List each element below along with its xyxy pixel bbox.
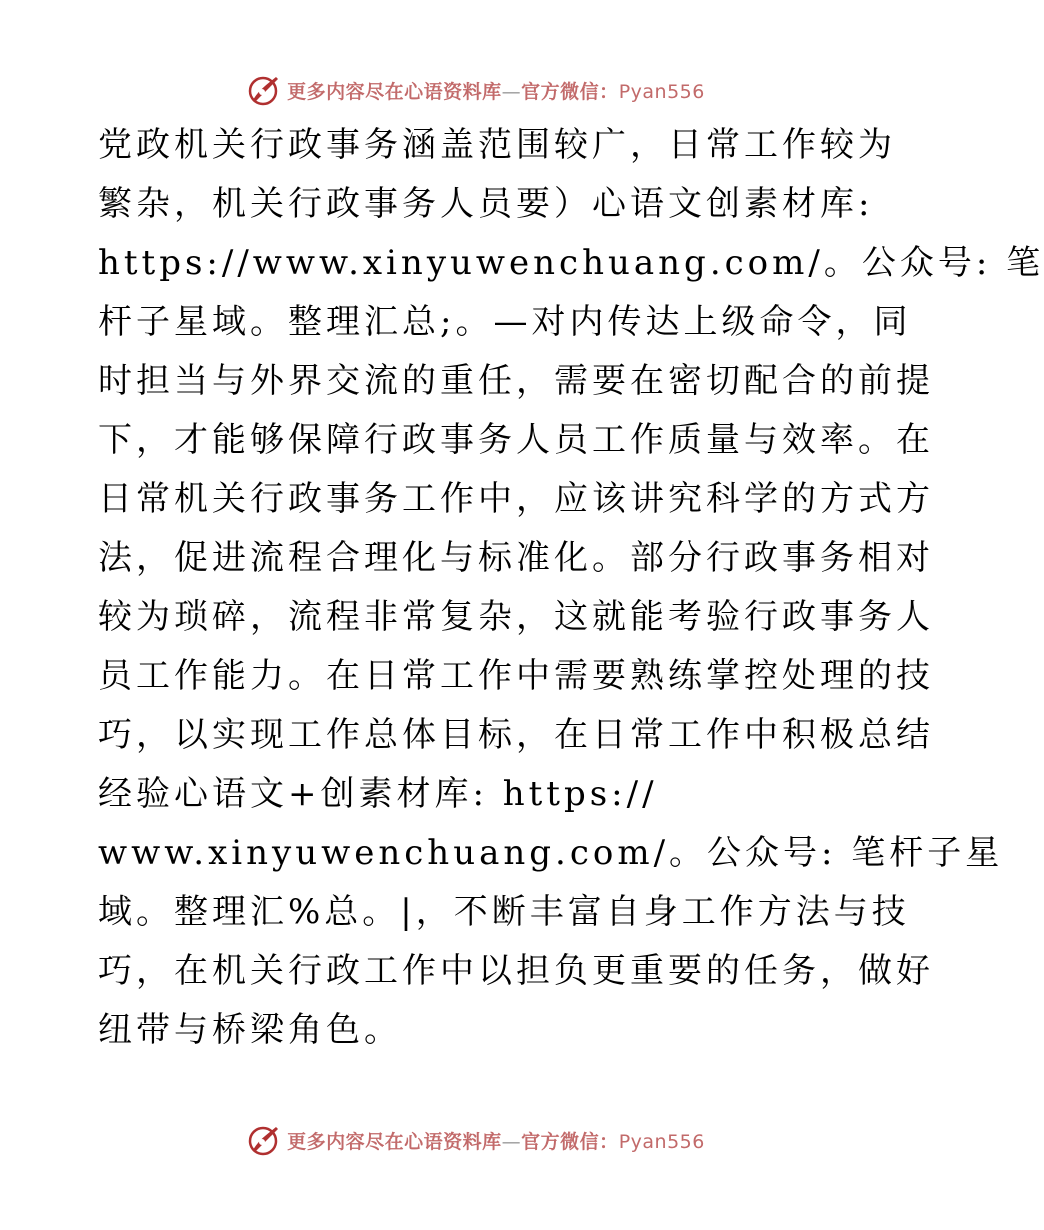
- body-line: 员工作能力。在日常工作中需要熟练掌控处理的技: [98, 656, 934, 696]
- body-line: 巧，在机关行政工作中以担负更重要的任务，做好: [98, 951, 934, 991]
- body-line: 杆子星域。整理汇总;。—对内传达上级命令，同: [98, 302, 912, 342]
- body-line: 纽带与桥梁角色。: [98, 1010, 402, 1050]
- body-line: 日常机关行政事务工作中，应该讲究科学的方式方: [98, 479, 934, 519]
- body-line: 党政机关行政事务涵盖范围较广，日常工作较为: [98, 125, 896, 165]
- xinyu-brush-logo-icon: [245, 72, 281, 108]
- body-line: 法，促进流程合理化与标准化。部分行政事务相对: [98, 538, 934, 578]
- body-line: 繁杂，机关行政事务人员要）心语文创素材库:: [98, 184, 874, 224]
- body-line: 较为琐碎，流程非常复杂，这就能考验行政事务人: [98, 597, 934, 637]
- footer-watermark: [0, 1120, 950, 1160]
- watermark-account: Pyan556: [618, 1130, 705, 1153]
- header-watermark: [0, 70, 950, 110]
- watermark-text: [287, 77, 705, 104]
- watermark-brand: 更多内容尽在心语资料库: [287, 80, 502, 103]
- body-line: www.xinyuwenchuang.com/。公众号: 笔杆子星: [98, 833, 1004, 873]
- watermark-brand: 更多内容尽在心语资料库: [287, 1130, 502, 1153]
- watermark-separator: —: [501, 80, 522, 103]
- body-line: 经验心语文+创素材库: https://: [98, 774, 658, 814]
- body-line: 下，才能够保障行政事务人员工作质量与效率。在: [98, 420, 934, 460]
- watermark-account-label: 官方微信：: [521, 1130, 619, 1153]
- body-line: https://www.xinyuwenchuang.com/。公众号: 笔: [98, 243, 1044, 283]
- body-line: 域。整理汇%总。|，不断丰富自身工作方法与技: [98, 892, 910, 932]
- document-body: [98, 116, 1044, 1060]
- body-line: 时担当与外界交流的重任，需要在密切配合的前提: [98, 361, 934, 401]
- watermark-text: [287, 1127, 705, 1154]
- xinyu-brush-logo-icon: [245, 1122, 281, 1158]
- watermark-separator: —: [501, 1130, 522, 1153]
- watermark-account: Pyan556: [618, 80, 705, 103]
- watermark-account-label: 官方微信：: [521, 80, 619, 103]
- body-line: 巧，以实现工作总体目标，在日常工作中积极总结: [98, 715, 934, 755]
